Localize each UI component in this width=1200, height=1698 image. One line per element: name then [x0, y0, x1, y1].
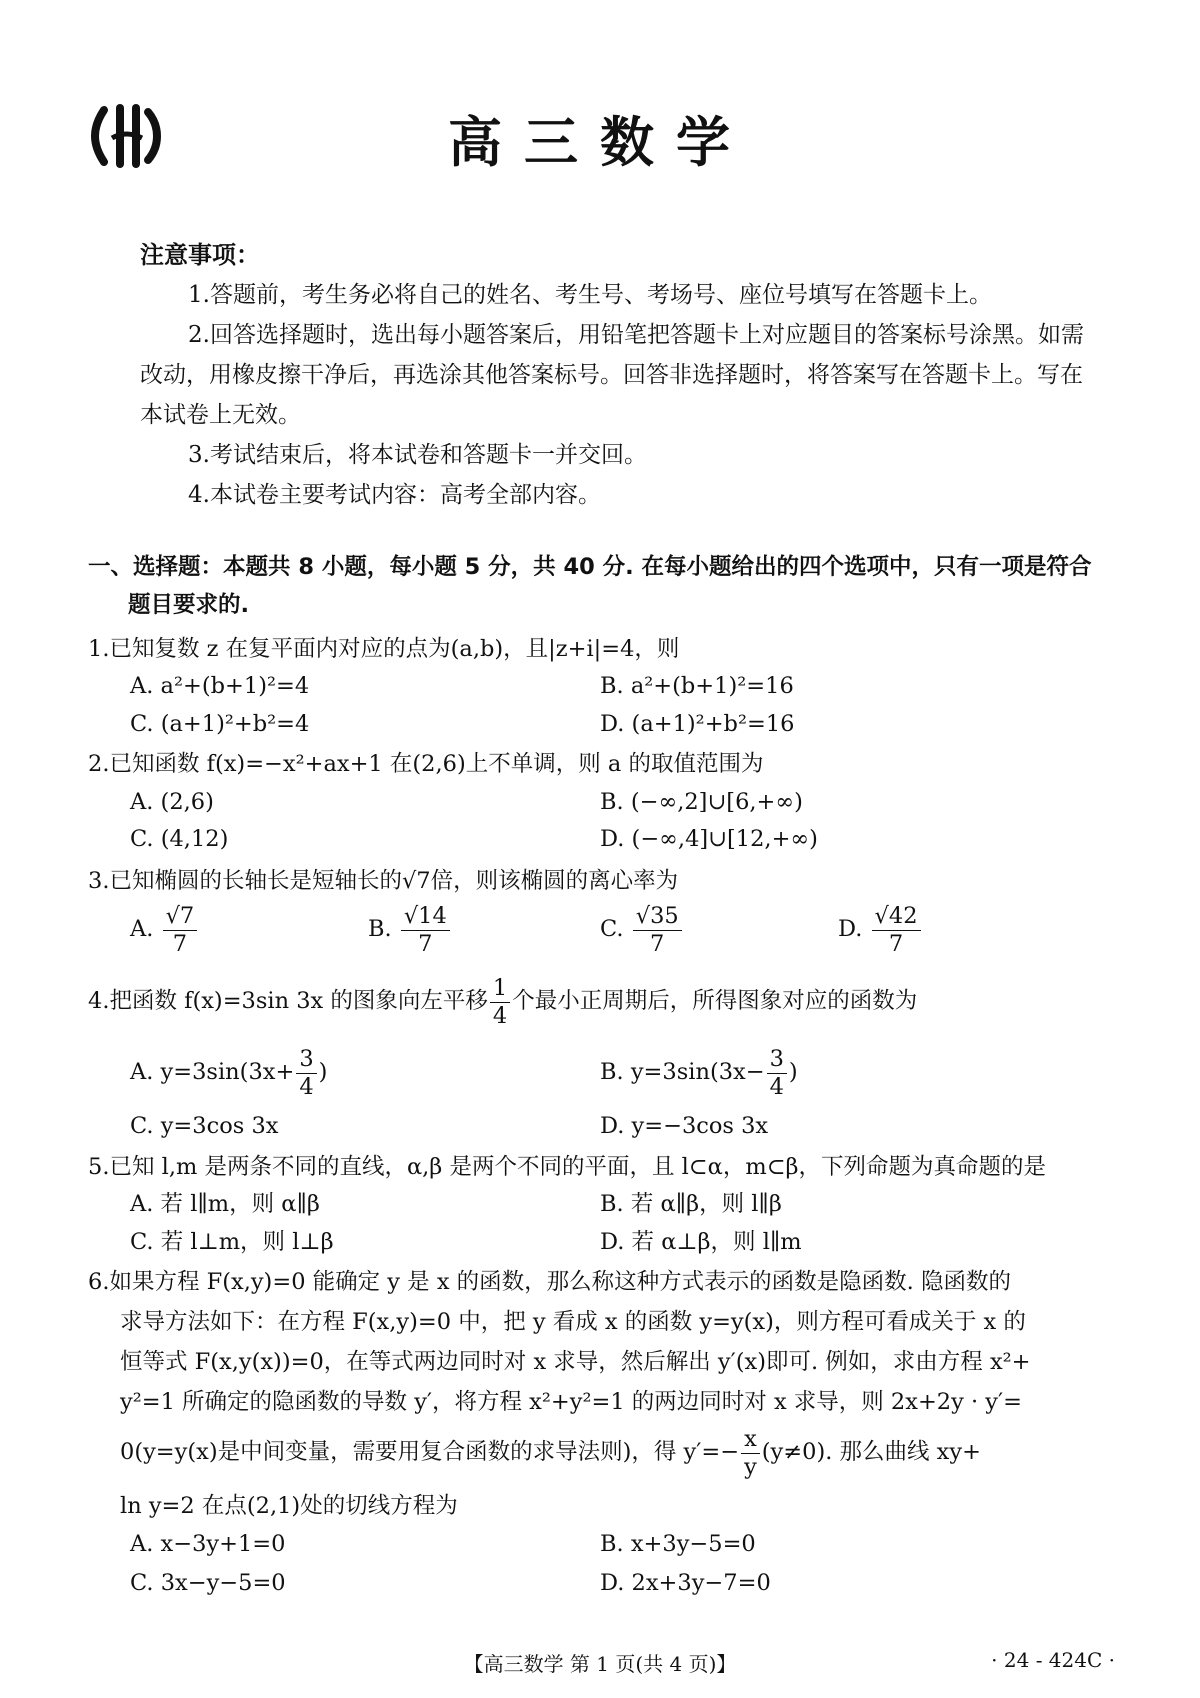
- fraction-denominator: 7: [888, 930, 904, 957]
- fraction-denominator: 7: [650, 930, 665, 957]
- notice-item: 2.回答选择题时，选出每小题答案后，用铅笔把答题卡上对应题目的答案标号涂黑。如需改动，用橡皮擦干净后，再选涂其他答案标号。回答非选择题时，将答案写在答题卡上。写在本试卷上无效。: [140, 322, 1084, 428]
- fraction-numerator: 3: [767, 1048, 787, 1074]
- question-3-stem: 3.已知椭圆的长轴长是短轴长的√7倍，则该椭圆的离心率为: [88, 868, 679, 894]
- fraction-numerator: √7: [163, 905, 198, 931]
- notice-item: 4.本试卷主要考试内容：高考全部内容。: [188, 482, 601, 508]
- question-6-option-b: B. x+3y−5=0: [600, 1531, 756, 1557]
- question-5-option-a: A. 若 l∥m，则 α∥β: [130, 1191, 320, 1217]
- notice-heading: 注意事项：: [140, 241, 260, 269]
- stem-text: (y≠0). 那么曲线 xy+: [761, 1439, 981, 1465]
- option-text: A. y=3sin(3x+: [130, 1059, 295, 1085]
- question-5-stem: 5.已知 l,m 是两条不同的直线，α,β 是两个不同的平面，且 l⊂α，m⊂β，下列命题为真命题的是: [88, 1154, 1047, 1180]
- question-2-stem: 2.已知函数 f(x)=−x²+ax+1 在(2,6)上不单调，则 a 的取值范围为: [88, 751, 764, 777]
- question-4-option-d: D. y=−3cos 3x: [600, 1113, 769, 1139]
- question-6-line: 6.如果方程 F(x,y)=0 能确定 y 是 x 的函数，那么称这种方式表示的函数是隐函数. 隐函数的: [88, 1269, 1011, 1295]
- fraction: [163, 905, 198, 955]
- section-heading-line: 一、选择题：本题共 8 小题，每小题 5 分，共 40 分. 在每小题给出的四个选项中，只有一项是符合: [88, 554, 1092, 580]
- page-title: 高三数学: [448, 111, 752, 174]
- question-6-line: [88, 1428, 1128, 1478]
- question-6-option-c: C. 3x−y−5=0: [130, 1570, 286, 1596]
- question-5-option-c: C. 若 l⊥m，则 l⊥β: [130, 1229, 334, 1255]
- question-1-stem: 1.已知复数 z 在复平面内对应的点为(a,b)，且|z+i|=4，则: [88, 636, 680, 662]
- option-label: A.: [130, 916, 154, 942]
- question-4-stem: [88, 977, 1128, 1027]
- question-1-option-a: A. a²+(b+1)²=4: [130, 673, 310, 699]
- question-6-option-a: A. x−3y+1=0: [130, 1531, 286, 1557]
- fraction-numerator: x: [741, 1428, 760, 1454]
- fraction-denominator: 4: [492, 1002, 508, 1029]
- stem-text: 4.把函数 f(x)=3sin 3x 的图象向左平移: [88, 988, 488, 1014]
- fraction-numerator: 3: [296, 1048, 316, 1074]
- fraction: [490, 977, 510, 1027]
- stem-text: 个最小正周期后，所得图象对应的函数为: [512, 988, 918, 1014]
- notice-item: 3.考试结束后，将本试卷和答题卡一并交回。: [188, 442, 647, 468]
- section-heading-line: 题目要求的.: [128, 592, 250, 618]
- fraction: [296, 1048, 316, 1098]
- fraction-denominator: 7: [172, 930, 188, 957]
- option-label: C.: [600, 916, 624, 942]
- question-6-option-d: D. 2x+3y−7=0: [600, 1570, 771, 1596]
- fraction-numerator: 1: [490, 977, 510, 1003]
- question-6-line: ln y=2 在点(2,1)处的切线方程为: [120, 1493, 458, 1519]
- question-2-option-a: A. (2,6): [130, 789, 214, 815]
- page-footer: 【高三数学 第 1 页(共 4 页)】: [463, 1652, 737, 1676]
- exam-code: · 24 - 424C ·: [991, 1648, 1115, 1672]
- notice-item: 1.答题前，考生务必将自己的姓名、考生号、考场号、座位号填写在答题卡上。: [188, 282, 992, 308]
- question-3-option-a: [130, 905, 199, 955]
- question-2-option-c: C. (4,12): [130, 826, 229, 852]
- notice-block: [140, 235, 1100, 515]
- fraction-denominator: 7: [418, 930, 433, 957]
- option-label: D.: [838, 916, 863, 942]
- question-1-option-c: C. (a+1)²+b²=4: [130, 711, 310, 737]
- fraction-denominator: 4: [299, 1073, 314, 1100]
- option-label: B.: [368, 916, 392, 942]
- question-6-line: 恒等式 F(x,y(x))=0，在等式两边同时对 x 求导，然后解出 y′(x)即可. 例如，求由方程 x²+: [120, 1349, 1031, 1375]
- fraction-numerator: √14: [401, 905, 450, 931]
- question-4-option-b: [600, 1048, 798, 1098]
- fraction: [872, 905, 921, 955]
- fraction-numerator: √35: [633, 905, 682, 931]
- fraction: [767, 1048, 787, 1098]
- question-3-option-d: [838, 905, 923, 955]
- fraction-denominator: y: [744, 1453, 757, 1480]
- stem-text: 0(y=y(x)是中间变量，需要用复合函数的求导法则)，得 y′=−: [120, 1439, 740, 1465]
- fraction: [633, 905, 682, 955]
- question-4-option-a: [130, 1048, 327, 1098]
- question-3-option-b: [368, 905, 452, 955]
- question-5-option-d: D. 若 α⊥β，则 l∥m: [600, 1229, 802, 1255]
- question-1-option-d: D. (a+1)²+b²=16: [600, 711, 795, 737]
- question-2-option-b: B. (−∞,2]∪[6,+∞): [600, 789, 803, 815]
- question-3-option-c: [600, 905, 684, 955]
- question-6-line: y²=1 所确定的隐函数的导数 y′，将方程 x²+y²=1 的两边同时对 x 求导，则 2x+2y · y′=: [120, 1389, 1022, 1415]
- fraction-numerator: √42: [872, 905, 921, 931]
- option-text: ): [788, 1059, 798, 1085]
- question-2-option-d: D. (−∞,4]∪[12,+∞): [600, 826, 818, 852]
- question-5-option-b: B. 若 α∥β，则 l∥β: [600, 1191, 782, 1217]
- option-text: B. y=3sin(3x−: [600, 1059, 765, 1085]
- question-6-line: 求导方法如下：在方程 F(x,y)=0 中，把 y 看成 x 的函数 y=y(x)，则方程可看成关于 x 的: [120, 1309, 1026, 1335]
- fraction: [741, 1428, 760, 1478]
- fraction-denominator: 4: [769, 1073, 784, 1100]
- fraction: [401, 905, 450, 955]
- question-4-option-c: C. y=3cos 3x: [130, 1113, 279, 1139]
- section-heading: [88, 548, 1123, 624]
- option-text: ): [318, 1059, 328, 1085]
- question-1-option-b: B. a²+(b+1)²=16: [600, 673, 794, 699]
